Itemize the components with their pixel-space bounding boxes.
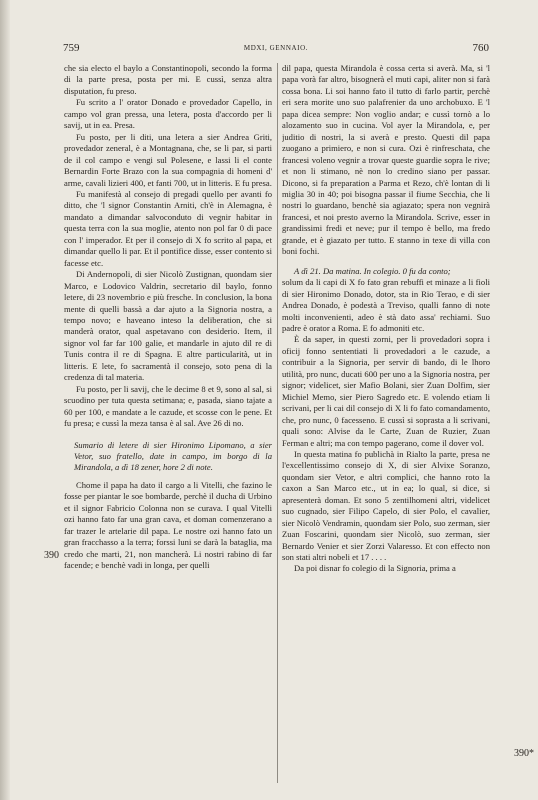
left-column: [64, 63, 272, 783]
paragraph: Fu manifestà al consejo di pregadi quello per avanti fo ditto, che 'l signor Constantin Arniti, ch'è in Alemagna, è mandato a dimandar salvoconduto di vegnir habitar in questa terra con la sua moglie, atento non pol far 0 di pace con l' imperador. Et per il consejo di X fo scrito al papa, et dimandar quello li par. Et il pontifice disse, esser contento si facesse etc.: [64, 188, 272, 268]
paragraph: dil papa, questa Mirandola è cossa certa si averà. Ma, si 'l papa vorà far altro, bisognerà el muti capi, aliter non si farà cossa bona. Li soi hanno fato il tutto di farlo partir, perchè eri sera morite uno suo palafrenier da uno archobuxo. E 'l papa dicea sempre: Non voglio andar; e cussì tornò a lo alozamento suo in cucina. Vol ayer la Mirandola, e, per juditio di nostri, la si averà e presto. Questi dil papa zuogano a primiero, e non si cura. Ozi è rinfreschata, che francesi voleno vegnir a trovar queste guardie sopra le rive; et non li stimano, nè non lo credino siano per passar. Dicono, si fa preparation a Parma et Rezo, ch'è lontan di li miglia 30 in 40; poi bisogna passar il fiume Secchia, che li nostri lo guardano, benchè sia agiazato; spera non vegnirà francesi, et noi presto averno la Mirandola. Scrive, esser in grandissimi fredi et neve; pur il tempo è bello, ma fredo grande, et è giazato per tutto. E stanno in texe di villa con boni fochi.: [282, 63, 490, 257]
right-column: [282, 63, 490, 783]
paragraph: Fu posto, per li diti, una letera a sier Andrea Griti, provedador zeneral, è a Montagnana, che, se li par, si parti de il col campo e vengi sul Polesene, e lassi li el conte Bernardin Forte Brazo con la sua compagnia di homeni d' arme, cavali lizieri 400, et fanti 700, ut in litteris. E fu presa.: [64, 131, 272, 188]
margin-number-left: 390: [44, 550, 59, 561]
spacer: [282, 258, 490, 266]
margin-number-right: 390*: [514, 748, 534, 759]
date-line: A dì 21. Da matina. In colegio. 0 fu da conto;: [294, 265, 451, 276]
paragraph: Fu scrito a l' orator Donado e provedador Capello, in campo vol gran pressa, una letera, posta d'accordo per li savij, ut in ea. Presa.: [64, 97, 272, 131]
paragraph: che sia electo el baylo a Constantinopoli, secondo la forma di la parte presa, posta per mi. E cussì, senza altra disputation, fu preso.: [64, 63, 272, 96]
paragraph: È da saper, in questi zorni, per li provedadori sopra i oficij fonno sententiati li provedadori a le cazude, a contribuir a la Signoria, per servir di bando, di le lhoro utilità, pro nunc, ducati 600 per uno a la Signoria nostra, per signor; videlicet, sier Mafio Bolani, sier Zuan Dolfim, sier Michiel Memo, sier Piero Sagredo etc. E volendo etiam li scrivani, per li cai dil consejo di X li fo fato comandamento, che, pro nunc, 0 facesseno. E cussì si soprasta a li scrivani, quali sono: Alvise da le Carte, Zuan de Ruzier, Zuan Ferman e altri; ma con tempo pagerano, come il dover vol.: [282, 334, 490, 448]
letter-summary-heading: [64, 440, 272, 474]
page-number-left: 759: [63, 42, 80, 54]
page-header: [63, 42, 489, 56]
page-edge: [0, 0, 10, 800]
paragraph: solum da li capi di X fo fato gran rebuffi et minaze a li fioli di sier Hironimo Donado, dotor, sta in Rio Terao, e di sier Andrea Donado, è podestà a Treviso, qualli fanno di note molti inconvenienti, adeo è stà dato assa' rechiami. Suo padre è orator a Roma. E fo admoniti etc.: [282, 277, 490, 333]
paragraph: Fu posto, per li savij, che le decime 8 et 9, sono al sal, si scuodino per tuta questa setimana; e, pasada, siano tajate a 60 per 100, e mandate a le cazude, et scosse con le pene. Et fu presa; e cussì la meza tansa è al sal. Ave 26 di no.: [64, 383, 272, 429]
column-divider: [277, 63, 278, 783]
running-title: MDXI, GENNAIO.: [243, 44, 309, 52]
paragraph: In questa matina fo publichà in Rialto la parte, presa ne l'excellentissimo consejo di X, di sier Alvixe Soranzo, quondam sier Vetor, e altri complici, che hanno roto la caxon a San Marco etc., ut in ea; lo qual, si dice, si apresenterà doman. Et sono 5 zentilhomeni altri, videlicet suo cugnado, sier Filipo Capelo, di sier Polo, el cavalier, sier Nicolò Vendramin, quondam sier Polo, suo zerman, sier Zuan Foscarini, quondam sier Nicolò, suo zerman, sier Bernardo Venier et sier Zorzi Valaresso. Et con effecto non son stati altri nobeli et 17 . . . .: [282, 448, 490, 563]
page-number-right: 760: [472, 42, 489, 54]
paragraph: Da poi disnar fo colegio di la Signoria, prima a: [294, 563, 456, 574]
headline: Sumario di letere di sier Hironimo Lipomano, a sier Vetor, suo fratello, date in campo, im borgo di la Mirandola, a dì 18 zener, hore 2 di note.: [74, 439, 272, 473]
paragraph: Chome il papa ha dato il cargo a li Vitelli, che fazino le fosse per piantar le soe bombarde, perchè il ducha di Urbino et il signor Fabricio Colonna non se curava. I qual Vitelli ozi hanno fato far una gran cava, et doman comenzerano a far trazer le artelarie dil papa. Le nostre ozi hanno fato un gran fracchasso a la terra; forssi luni se darà la bataglia, ma credo che marti, 21, non mancherà. Li nostri rabino di far facende; e benchè vadi in longa, per quelli: [64, 479, 272, 571]
paragraph: Di Andernopoli, di sier Nicolò Zustignan, quondam sier Marco, e Lodovico Valdrin, secretario dil baylo, fonno letere, di 23 novembrio e più fresche. In conclusion, la bona mente di quelli bassà a dar ajuto a la Signoria nostra, a tempo novo; e haveano inteso la deliberation, che si manderà orator, qual aspetavano con desiderio. Item, il signor vol far far 100 galie, et mandarle in ajuto dil re di Tunis contra il re di Spagna. E altre particularità, ut in litteris. E lete, fo sacramentà il consejo, soto pena di la credenza di tal materia.: [64, 269, 272, 383]
